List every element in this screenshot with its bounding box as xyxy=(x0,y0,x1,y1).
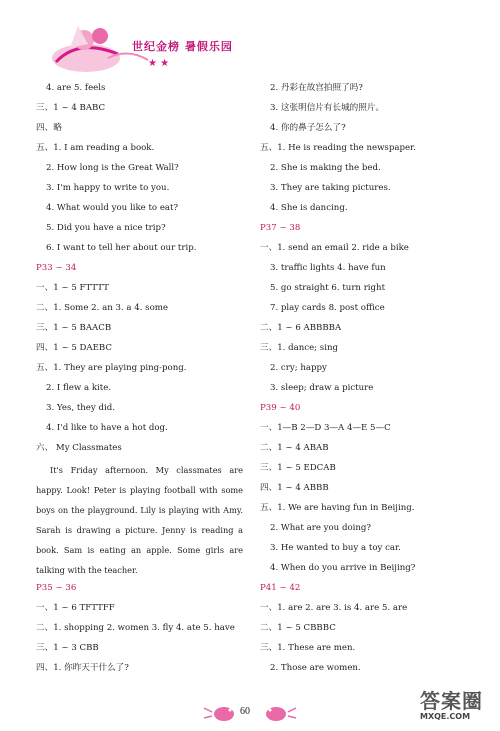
answer-line: 3. They are taking pictures. xyxy=(270,183,391,193)
answer-line: 三、1 ~ 5 BAACB xyxy=(36,323,112,333)
answer-line: 2. She is making the bed. xyxy=(270,163,381,173)
answer-line: 4. 你的鼻子怎么了? xyxy=(270,123,346,133)
answer-line: 2. How long is the Great Wall? xyxy=(46,163,179,173)
answer-line: 二、1 ~ 4 ABAB xyxy=(260,443,329,453)
section-heading: P33 ~ 34 xyxy=(36,263,77,273)
section-heading: P39 ~ 40 xyxy=(260,403,301,413)
answer-line: 四、1 ~ 4 ABBB xyxy=(260,483,329,493)
answer-line: 4. When do you arrive in Beijing? xyxy=(270,563,416,573)
answer-line: 3. sleep; draw a picture xyxy=(270,383,374,393)
watermark-text: 答案圈 xyxy=(420,689,483,713)
header-title: 世纪金榜 暑假乐园 xyxy=(132,40,233,53)
answer-line: 五、1. We are having fun in Beijing. xyxy=(260,503,415,513)
header-stars: ★ ★ xyxy=(148,58,170,69)
answer-line: 4. are 5. feels xyxy=(46,83,106,93)
watermark-logo xyxy=(420,690,492,726)
answer-line: 6. I want to tell her about our trip. xyxy=(46,243,197,253)
answer-line: 4. She is dancing. xyxy=(270,203,348,213)
answer-line: 一、1 ~ 6 TFTTFF xyxy=(36,603,115,613)
answer-line: 三、1. dance; sing xyxy=(260,343,338,353)
answer-line: 3. Yes, they did. xyxy=(46,403,115,413)
answer-line: 2. 丹彩在故宫拍照了吗? xyxy=(270,83,363,93)
answer-line: 一、1. send an email 2. ride a bike xyxy=(260,243,409,253)
answer-line: 5. go straight 6. turn right xyxy=(270,283,386,293)
section-heading: P35 ~ 36 xyxy=(36,583,77,593)
answer-line: 2. Those are women. xyxy=(270,663,361,673)
page-number: 60 xyxy=(240,706,250,717)
answer-line: 2. I flew a kite. xyxy=(46,383,112,393)
answer-line: 五、1. They are playing ping-pong. xyxy=(36,363,187,373)
answer-line: 六、 My Classmates xyxy=(36,443,122,453)
answer-line: 4. I'd like to have a hot dog. xyxy=(46,423,168,433)
answer-line: 三、1 ~ 3 CBB xyxy=(36,643,99,653)
section-heading: P37 ~ 38 xyxy=(260,223,301,233)
answer-line: 5. Did you have a nice trip? xyxy=(46,223,166,233)
answer-line: 3. 这张明信片有长城的照片。 xyxy=(270,103,385,113)
answer-line: 一、1 ~ 5 FTTTT xyxy=(36,283,109,293)
answer-line: 二、1. shopping 2. women 3. fly 4. ate 5. have xyxy=(36,623,235,633)
answer-line: 四、1 ~ 5 DAEBC xyxy=(36,343,112,353)
answer-line: 3. He wanted to buy a toy car. xyxy=(270,543,401,553)
answer-line: 2. What are you doing? xyxy=(270,523,372,533)
watermark-url: MXQE.COM xyxy=(420,712,471,721)
answer-line: 2. cry; happy xyxy=(270,363,327,373)
answer-line: 四、略 xyxy=(36,123,62,133)
answer-line: 二、1 ~ 5 CBBBC xyxy=(260,623,336,633)
left-column xyxy=(36,80,251,680)
answer-line: 三、1 ~ 5 EDCAB xyxy=(260,463,336,473)
answer-line: 三、1 ~ 4 BABC xyxy=(36,103,106,113)
answer-line: 3. I'm happy to write to you. xyxy=(46,183,170,193)
answer-line: 7. play cards 8. post office xyxy=(270,303,385,313)
answer-line: 五、1. He is reading the newspaper. xyxy=(260,143,416,153)
answer-line: 3. traffic lights 4. have fun xyxy=(270,263,386,273)
footer-decoration xyxy=(200,702,300,724)
right-column xyxy=(260,80,475,680)
section-heading: P41 ~ 42 xyxy=(260,583,301,593)
answer-line: 二、1 ~ 6 ABBBBA xyxy=(260,323,342,333)
answer-line: 二、1. Some 2. an 3. a 4. some xyxy=(36,303,169,313)
answer-line: 一、1—B 2—D 3—A 4—E 5—C xyxy=(260,423,391,433)
answer-line: 五、1. I am reading a book. xyxy=(36,143,155,153)
answer-line: 三、1. These are men. xyxy=(260,643,356,653)
answer-line: 4. What would you like to eat? xyxy=(46,203,179,213)
answer-line: 一、1. are 2. are 3. is 4. are 5. are xyxy=(260,603,408,613)
answer-line: 四、1. 你昨天干什么了? xyxy=(36,663,129,673)
essay-paragraph: It's Friday afternoon. My classmates are happy. Look! Peter is playing football with some boys on the playground. Lily is playing with Amy. Sarah is drawing a picture. Jenny is reading a book. Sam is eating an apple. Some girls are talking with the teacher. xyxy=(36,465,243,575)
